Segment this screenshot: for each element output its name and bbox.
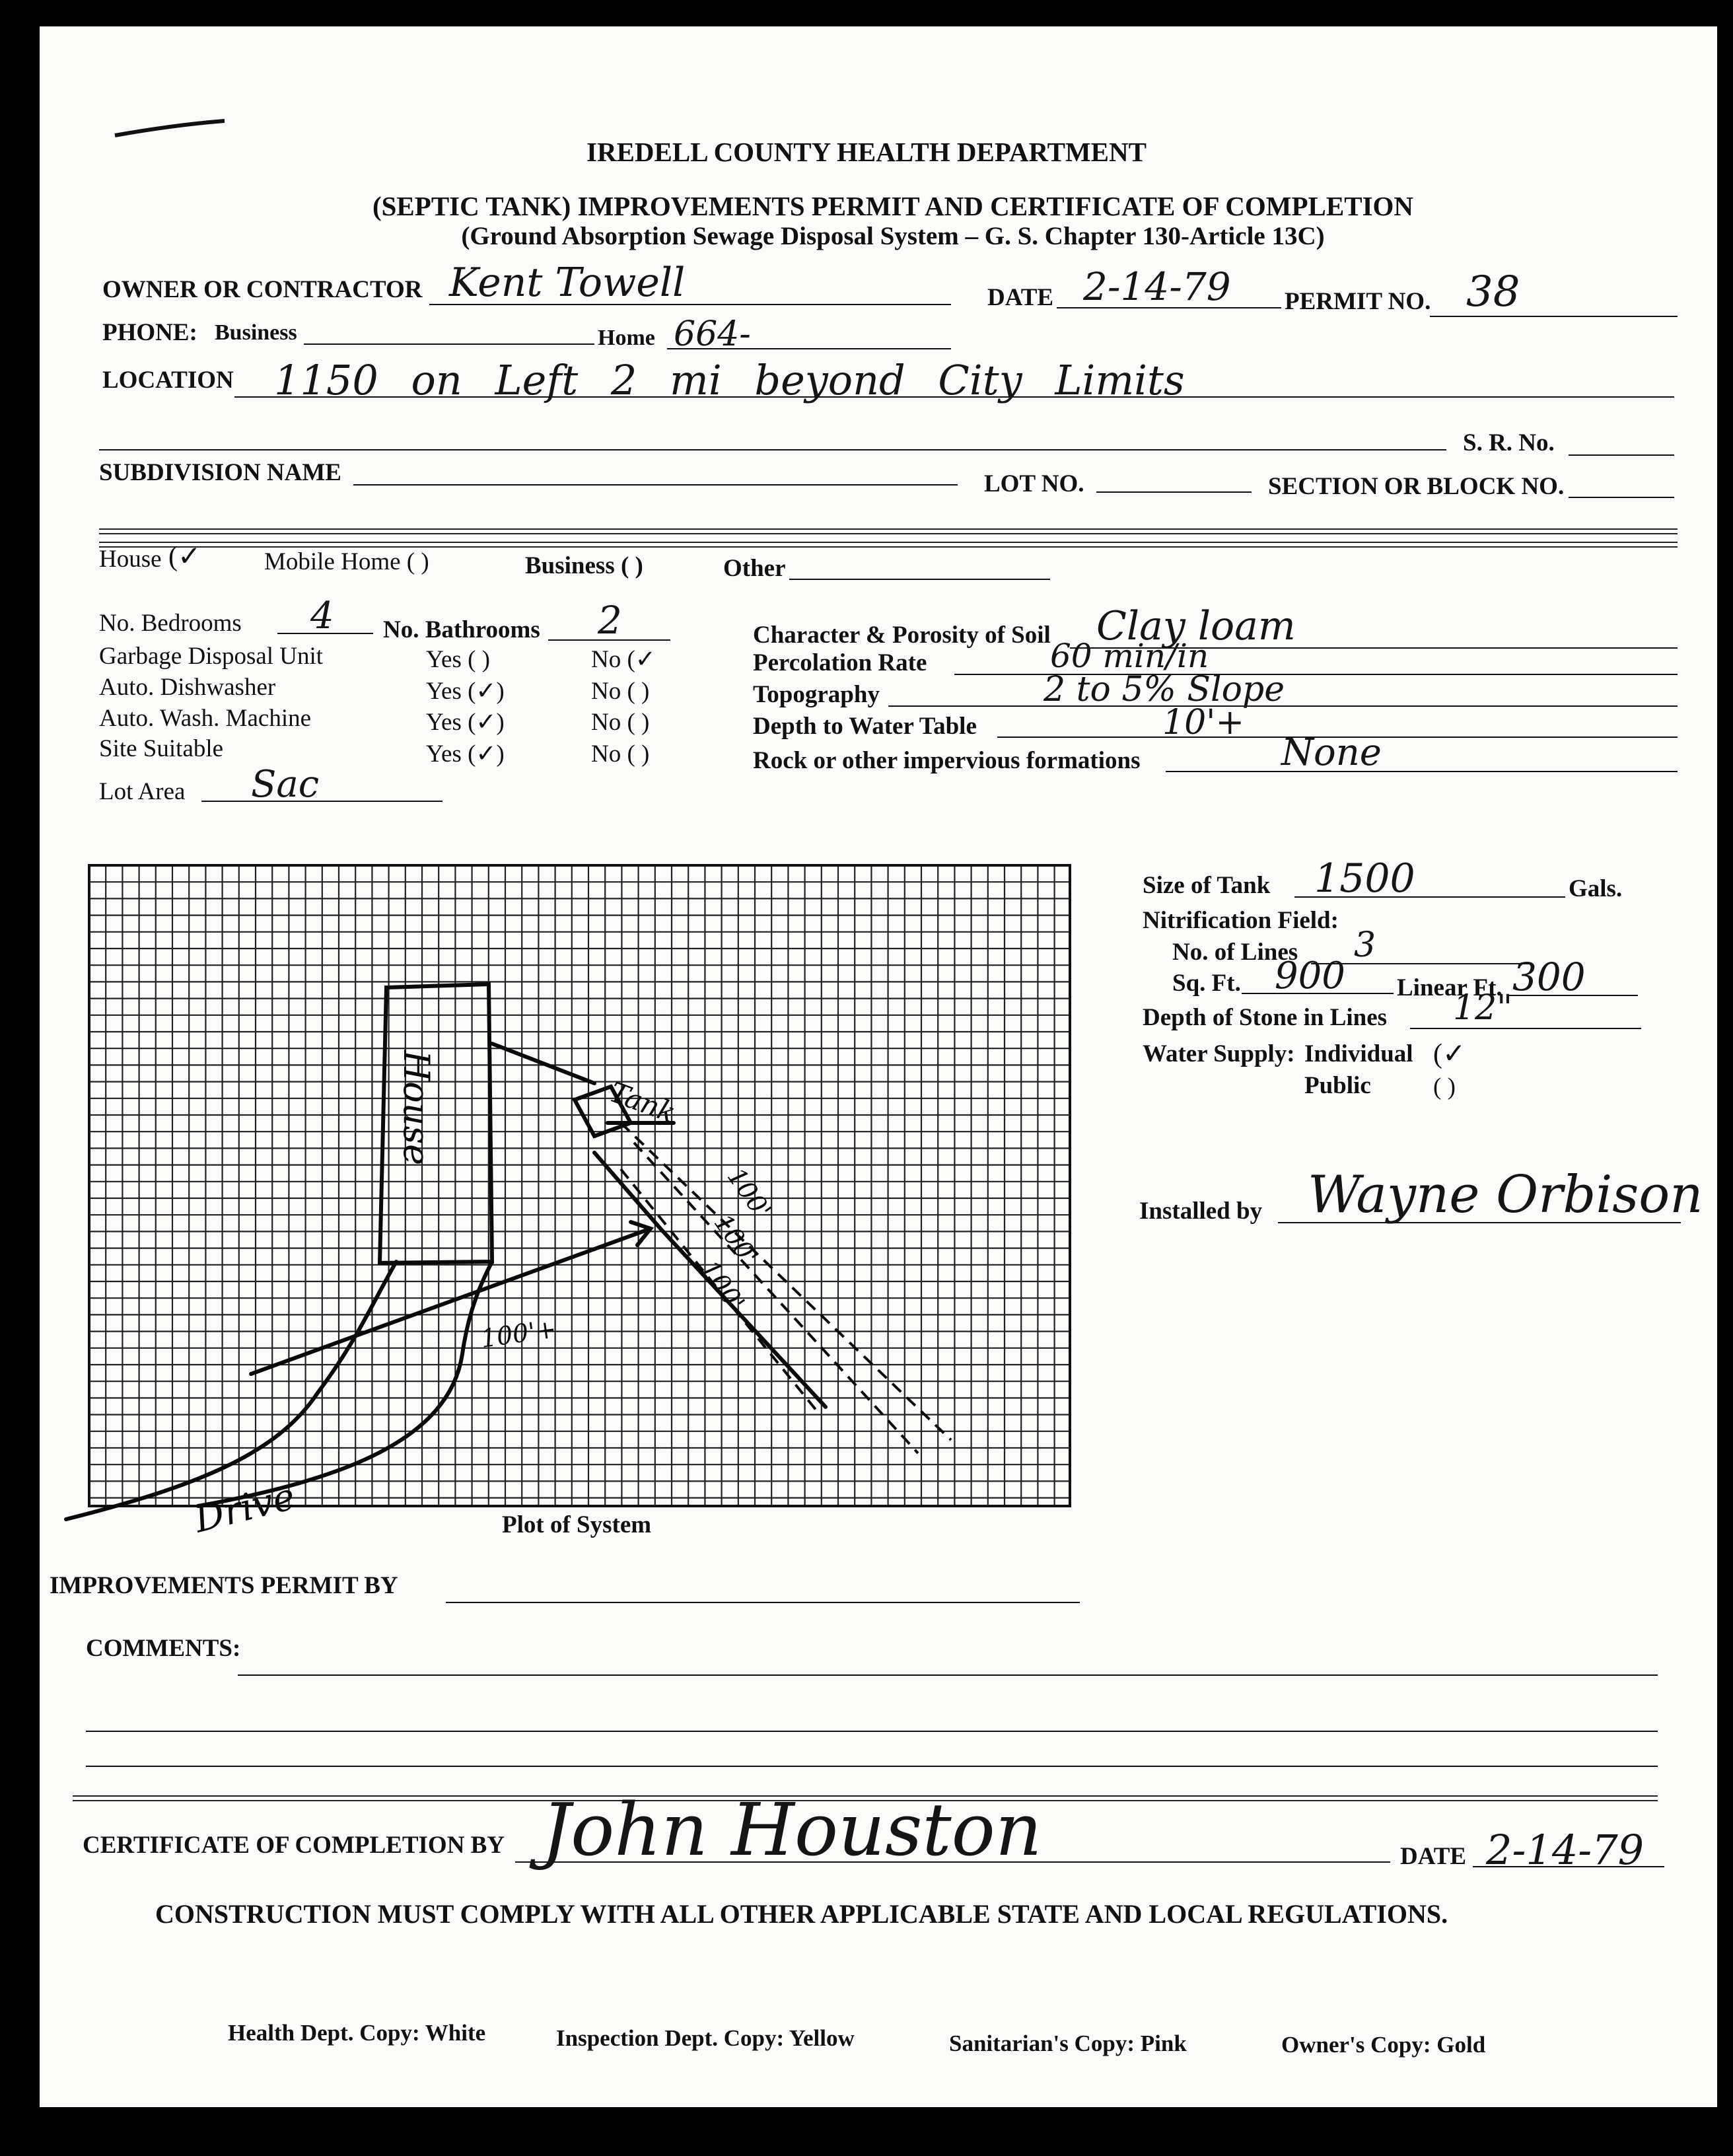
copy-inspection-dept: Inspection Dept. Copy: Yellow bbox=[556, 2025, 855, 2051]
date-label: DATE bbox=[987, 284, 1054, 311]
subdivision-label: SUBDIVISION NAME bbox=[99, 459, 341, 486]
garbage-disposal-yes[interactable]: Yes ( ) bbox=[426, 646, 490, 673]
copy-sanitarian: Sanitarian's Copy: Pink bbox=[949, 2030, 1187, 2056]
bedrooms-value[interactable]: 4 bbox=[310, 594, 334, 637]
public-label: Public bbox=[1304, 1072, 1371, 1099]
garbage-disposal-no[interactable]: No (✓ bbox=[591, 646, 656, 673]
plot-grid bbox=[89, 865, 1070, 1506]
copy-owner: Owner's Copy: Gold bbox=[1281, 2032, 1486, 2058]
garbage-disposal-label: Garbage Disposal Unit bbox=[99, 643, 324, 670]
individual-label: Individual bbox=[1304, 1040, 1413, 1067]
soil-character-value[interactable]: Clay loam bbox=[1096, 603, 1296, 649]
bedrooms-label: No. Bedrooms bbox=[99, 610, 242, 637]
topography-label: Topography bbox=[753, 681, 880, 708]
individual-checkbox[interactable]: (✓ bbox=[1433, 1039, 1466, 1069]
copy-health-dept: Health Dept. Copy: White bbox=[228, 2020, 486, 2046]
tank-size-value[interactable]: 1500 bbox=[1314, 855, 1415, 902]
lot-area-label: Lot Area bbox=[99, 778, 186, 805]
line-2-label: 100' bbox=[708, 1208, 764, 1271]
mobile-home-option[interactable]: Mobile Home ( ) bbox=[264, 548, 429, 575]
phone-home-label: Home bbox=[598, 326, 655, 350]
regulations-notice: CONSTRUCTION MUST COMPLY WITH ALL OTHER APPLICABLE STATE AND LOCAL REGULATIONS. bbox=[155, 1899, 1448, 1929]
tank-label: Tank bbox=[605, 1075, 680, 1130]
sr-number-label: S. R. No. bbox=[1463, 429, 1555, 456]
percolation-label: Percolation Rate bbox=[753, 649, 927, 676]
certificate-date-value[interactable]: 2-14-79 bbox=[1486, 1826, 1645, 1874]
wash-machine-label: Auto. Wash. Machine bbox=[99, 705, 312, 732]
dishwasher-yes[interactable]: Yes (✓) bbox=[426, 678, 505, 705]
house-checkbox[interactable]: (✓ bbox=[168, 542, 201, 572]
sewer-pipe bbox=[492, 1044, 594, 1083]
wash-machine-yes[interactable]: Yes (✓) bbox=[426, 709, 505, 736]
permit-value[interactable]: 38 bbox=[1466, 268, 1520, 316]
lot-number-label: LOT NO. bbox=[984, 470, 1084, 497]
form-title: (SEPTIC TANK) IMPROVEMENTS PERMIT AND CERTIFICATE OF COMPLETION bbox=[372, 191, 1414, 221]
house-option-label: House bbox=[99, 546, 162, 573]
other-option-label: Other bbox=[723, 555, 786, 582]
linear-ft-value[interactable]: 300 bbox=[1512, 954, 1586, 999]
comments-label: COMMENTS: bbox=[86, 1635, 241, 1662]
public-checkbox[interactable]: ( ) bbox=[1433, 1073, 1456, 1100]
bathrooms-label: No. Bathrooms bbox=[383, 616, 540, 643]
plot-caption: Plot of System bbox=[502, 1511, 652, 1538]
site-suitable-no[interactable]: No ( ) bbox=[591, 740, 650, 768]
plot-border bbox=[89, 865, 1070, 1506]
wash-machine-no[interactable]: No ( ) bbox=[591, 709, 650, 736]
lines-value[interactable]: 3 bbox=[1354, 925, 1376, 965]
location-value[interactable]: 1150 on Left 2 mi beyond City Limits bbox=[274, 356, 1185, 404]
drive-label: Drive bbox=[190, 1475, 300, 1542]
owner-value[interactable]: Kent Towell bbox=[449, 260, 686, 306]
gallons-label: Gals. bbox=[1569, 875, 1623, 902]
rock-formations-value[interactable]: None bbox=[1281, 731, 1382, 774]
permit-label: PERMIT NO. bbox=[1285, 288, 1431, 315]
business-option[interactable]: Business ( ) bbox=[525, 552, 643, 579]
improvements-permit-label: IMPROVEMENTS PERMIT BY bbox=[50, 1572, 398, 1599]
certificate-date-label: DATE bbox=[1400, 1843, 1467, 1870]
percolation-value[interactable]: 60 min/in bbox=[1050, 637, 1209, 675]
stone-depth-label: Depth of Stone in Lines bbox=[1143, 1004, 1388, 1031]
lines-label: No. of Lines bbox=[1172, 939, 1298, 966]
form-subtitle: (Ground Absorption Sewage Disposal System – G. S. Chapter 130-Article 13C) bbox=[461, 222, 1325, 250]
line-3-label: 100' bbox=[695, 1254, 751, 1317]
stone-depth-value[interactable]: 12" bbox=[1453, 988, 1513, 1028]
department-name: IREDELL COUNTY HEALTH DEPARTMENT bbox=[586, 137, 1147, 167]
rock-formations-label: Rock or other impervious formations bbox=[753, 747, 1141, 774]
line-1-label: 100' bbox=[721, 1162, 777, 1225]
house-label: House bbox=[396, 1050, 437, 1166]
nitrification-label: Nitrification Field: bbox=[1143, 907, 1339, 934]
lot-area-value[interactable]: Sac bbox=[251, 763, 320, 806]
certificate-label: CERTIFICATE OF COMPLETION BY bbox=[83, 1832, 505, 1859]
sqft-label: Sq. Ft. bbox=[1172, 970, 1241, 997]
distance-label: 100'+ bbox=[479, 1314, 558, 1353]
installed-by-label: Installed by bbox=[1139, 1198, 1263, 1225]
water-table-value[interactable]: 10'+ bbox=[1162, 703, 1245, 742]
phone-business-label: Business bbox=[215, 320, 297, 345]
date-value[interactable]: 2-14-79 bbox=[1083, 264, 1231, 309]
linear-ft-label: Linear Ft. bbox=[1397, 974, 1503, 1001]
bathrooms-value[interactable]: 2 bbox=[598, 598, 622, 643]
site-suitable-yes[interactable]: Yes (✓) bbox=[426, 740, 505, 768]
phone-label: PHONE: bbox=[102, 319, 197, 346]
distance-line bbox=[251, 1229, 651, 1374]
water-table-label: Depth to Water Table bbox=[753, 713, 977, 740]
location-label: LOCATION bbox=[102, 367, 234, 394]
topography-value[interactable]: 2 to 5% Slope bbox=[1043, 670, 1285, 709]
water-supply-label: Water Supply: bbox=[1143, 1040, 1295, 1067]
phone-home-value[interactable]: 664- bbox=[674, 314, 751, 354]
site-suitable-label: Site Suitable bbox=[99, 735, 224, 762]
tank-size-label: Size of Tank bbox=[1143, 872, 1271, 899]
dishwasher-label: Auto. Dishwasher bbox=[99, 674, 276, 701]
owner-label: OWNER OR CONTRACTOR bbox=[102, 276, 423, 303]
dishwasher-no[interactable]: No ( ) bbox=[591, 678, 650, 705]
section-block-label: SECTION OR BLOCK NO. bbox=[1268, 473, 1565, 500]
installed-by-value[interactable]: Wayne Orbison bbox=[1308, 1165, 1703, 1225]
certificate-signature[interactable]: John Houston bbox=[542, 1787, 1042, 1872]
sqft-value[interactable]: 900 bbox=[1275, 954, 1345, 997]
soil-character-label: Character & Porosity of Soil bbox=[753, 622, 1051, 649]
